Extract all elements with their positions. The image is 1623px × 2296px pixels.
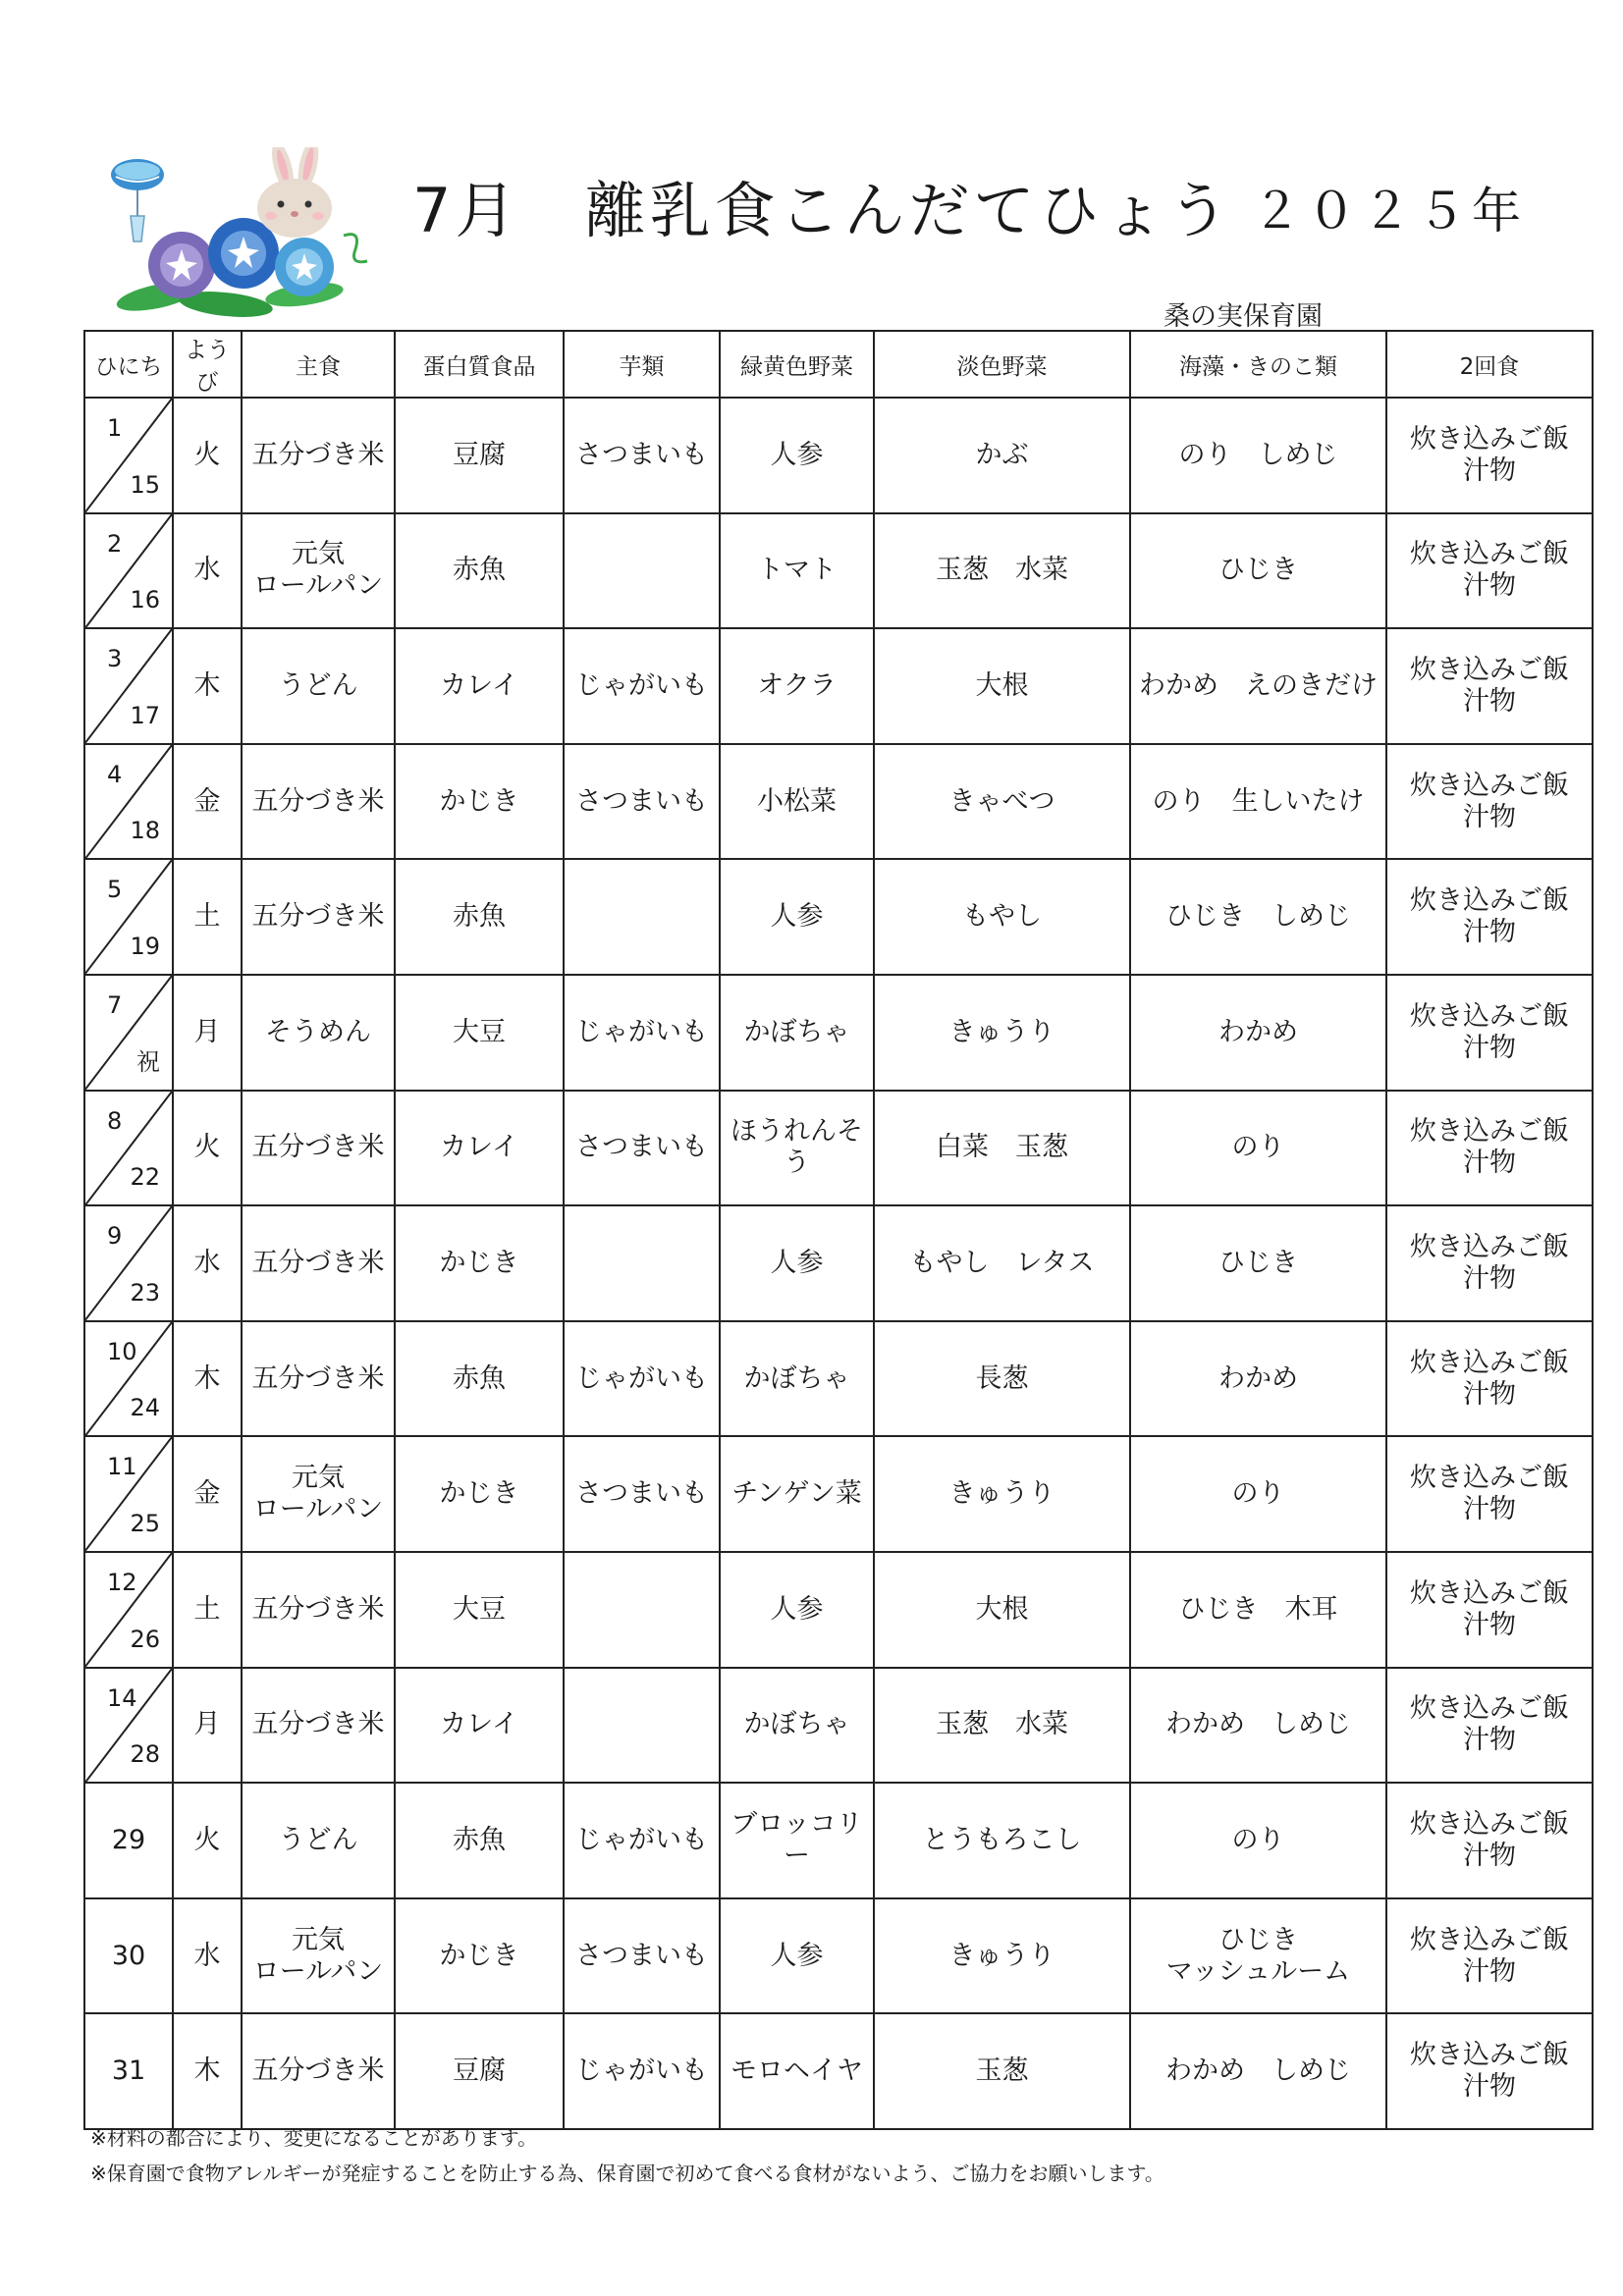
potato-cell xyxy=(564,1205,720,1321)
potato-cell: さつまいも xyxy=(564,1898,720,2014)
cell-line: 汁物 xyxy=(1463,1148,1516,1179)
protein-cell: かじき xyxy=(395,744,564,860)
seaweed-cell xyxy=(1130,859,1386,975)
cell-line: 炊き込みご飯 xyxy=(1410,2040,1569,2071)
date-cell: 31 xyxy=(84,2013,173,2129)
table-row xyxy=(84,1321,1593,1437)
col-light-veg-header: 淡色野菜 xyxy=(874,331,1130,398)
rabbit-icon xyxy=(257,147,332,238)
seaweed-cell xyxy=(1130,744,1386,860)
cell-line: 炊き込みご飯 xyxy=(1410,1577,1569,1609)
table-row xyxy=(84,859,1593,975)
light-veg-cell: もやし レタス xyxy=(874,1205,1130,1321)
weekday-cell: 水 xyxy=(173,513,242,629)
protein-cell: 豆腐 xyxy=(395,398,564,513)
date-first: 9 xyxy=(107,1222,123,1251)
light-veg-cell: とうもろこし xyxy=(874,1783,1130,1898)
date-cell xyxy=(84,744,173,860)
cell-line: ひじき xyxy=(1218,1924,1298,1955)
col-green-veg-header: 緑黄色野菜 xyxy=(720,331,874,398)
summer-illustration xyxy=(98,147,403,319)
cell-line: ロールパン xyxy=(252,1955,384,1987)
date-second: 22 xyxy=(130,1163,160,1192)
potato-cell: さつまいも xyxy=(564,1091,720,1206)
potato-cell xyxy=(564,1552,720,1668)
light-veg-cell: 玉葱 水菜 xyxy=(874,513,1130,629)
date-second: 23 xyxy=(130,1278,160,1307)
light-veg-cell: 大根 xyxy=(874,1552,1130,1668)
cell-line: ひじき xyxy=(1218,1247,1298,1278)
col-date-header: ひにち xyxy=(84,331,173,398)
cell-line: のり xyxy=(1231,1132,1285,1163)
seaweed-cell xyxy=(1130,1668,1386,1784)
date-second: 16 xyxy=(130,586,160,614)
weekday-cell: 土 xyxy=(173,859,242,975)
date-first: 1 xyxy=(107,414,123,442)
cell-line: 汁物 xyxy=(1463,1609,1516,1640)
date-cell xyxy=(84,1091,173,1206)
cell-line: 炊き込みご飯 xyxy=(1410,1231,1569,1262)
table-row xyxy=(84,1436,1593,1552)
second-meal-cell xyxy=(1386,1436,1593,1552)
date-cell xyxy=(84,1668,173,1784)
col-day-header: ようび xyxy=(173,331,242,398)
second-meal-cell xyxy=(1386,744,1593,860)
light-veg-cell: きゅうり xyxy=(874,1898,1130,2014)
light-veg-cell: かぶ xyxy=(874,398,1130,513)
date-first: 14 xyxy=(107,1683,137,1712)
second-meal-cell xyxy=(1386,1783,1593,1898)
light-veg-cell: 白菜 玉葱 xyxy=(874,1091,1130,1206)
cell-line: ひじき 木耳 xyxy=(1178,1593,1338,1625)
second-meal-cell xyxy=(1386,398,1593,513)
cell-line: うどん xyxy=(278,1824,358,1855)
protein-cell: 赤魚 xyxy=(395,513,564,629)
cell-line: 汁物 xyxy=(1463,1955,1516,1987)
date-cell xyxy=(84,513,173,629)
date-second: 17 xyxy=(130,701,160,729)
potato-cell xyxy=(564,513,720,629)
staple-cell xyxy=(242,859,395,975)
seaweed-cell xyxy=(1130,975,1386,1091)
table-row xyxy=(84,1552,1593,1668)
col-protein-header: 蛋白質食品 xyxy=(395,331,564,398)
cell-line: 五分づき米 xyxy=(251,785,385,817)
cell-line: 炊き込みご飯 xyxy=(1410,1808,1569,1840)
date-first: 5 xyxy=(107,876,123,904)
staple-cell xyxy=(242,1205,395,1321)
date-first: 11 xyxy=(107,1453,137,1481)
date-cell xyxy=(84,628,173,744)
green-veg-cell: ほうれんそう xyxy=(720,1091,874,1206)
staple-cell xyxy=(242,1898,395,2014)
cell-line: 汁物 xyxy=(1463,570,1516,602)
table-row xyxy=(84,628,1593,744)
seaweed-cell xyxy=(1130,1783,1386,1898)
col-seaweed-header: 海藻・きのこ類 xyxy=(1130,331,1386,398)
potato-cell: じゃがいも xyxy=(564,1783,720,1898)
seaweed-cell xyxy=(1130,1436,1386,1552)
col-potato-header: 芋類 xyxy=(564,331,720,398)
light-veg-cell: 玉葱 水菜 xyxy=(874,1668,1130,1784)
date-cell: 30 xyxy=(84,1898,173,2014)
staple-cell xyxy=(242,513,395,629)
second-meal-cell xyxy=(1386,1898,1593,2014)
date-second: 26 xyxy=(130,1625,160,1653)
cell-line: 汁物 xyxy=(1463,1262,1516,1294)
cell-line: のり しめじ xyxy=(1178,439,1338,470)
second-meal-cell xyxy=(1386,1205,1593,1321)
green-veg-cell: オクラ xyxy=(720,628,874,744)
cell-line: わかめ xyxy=(1218,1016,1298,1047)
menu-table xyxy=(83,330,1594,2130)
protein-cell: かじき xyxy=(395,1898,564,2014)
table-row xyxy=(84,2013,1593,2129)
weekday-cell: 火 xyxy=(173,1091,242,1206)
date-second: 15 xyxy=(130,470,160,499)
seaweed-cell xyxy=(1130,1091,1386,1206)
cell-line: のり 生しいたけ xyxy=(1152,785,1365,817)
date-second: 祝 xyxy=(136,1047,160,1076)
weekday-cell: 水 xyxy=(173,1898,242,2014)
second-meal-cell xyxy=(1386,1552,1593,1668)
green-veg-cell: 人参 xyxy=(720,1552,874,1668)
date-second: 19 xyxy=(130,932,160,960)
staple-cell xyxy=(242,744,395,860)
green-veg-cell: 人参 xyxy=(720,859,874,975)
seaweed-cell xyxy=(1130,2013,1386,2129)
light-veg-cell: 長葱 xyxy=(874,1321,1130,1437)
cell-line: 炊き込みご飯 xyxy=(1410,1116,1569,1148)
green-veg-cell: 小松菜 xyxy=(720,744,874,860)
green-veg-cell: モロヘイヤ xyxy=(720,2013,874,2129)
cell-line: のり xyxy=(1231,1824,1285,1855)
cell-line: 汁物 xyxy=(1463,1032,1516,1063)
cell-line: 汁物 xyxy=(1463,1725,1516,1756)
col-staple-header: 主食 xyxy=(242,331,395,398)
date-cell xyxy=(84,1321,173,1437)
staple-cell xyxy=(242,1321,395,1437)
second-meal-cell xyxy=(1386,859,1593,975)
second-meal-cell xyxy=(1386,513,1593,629)
cell-line: 炊き込みご飯 xyxy=(1410,770,1569,801)
light-veg-cell: 玉葱 xyxy=(874,2013,1130,2129)
date-cell xyxy=(84,398,173,513)
cell-line: うどん xyxy=(278,669,358,701)
table-row xyxy=(84,1091,1593,1206)
green-veg-cell: 人参 xyxy=(720,398,874,513)
cell-line: 炊き込みご飯 xyxy=(1410,423,1569,454)
second-meal-cell xyxy=(1386,975,1593,1091)
second-meal-cell xyxy=(1386,1091,1593,1206)
protein-cell: 大豆 xyxy=(395,1552,564,1668)
cell-line: 五分づき米 xyxy=(251,1362,385,1394)
cell-line: 汁物 xyxy=(1463,2071,1516,2103)
cell-line: わかめ しめじ xyxy=(1165,1709,1351,1740)
note-line: ※材料の都合により、変更になることがあります。 xyxy=(90,2126,538,2150)
protein-cell: かじき xyxy=(395,1436,564,1552)
note-line: ※保育園で食物アレルギーが発症することを防止する為、保育園で初めて食べる食材がないよう、ご協力をお願いします。 xyxy=(90,2162,1164,2185)
protein-cell: 赤魚 xyxy=(395,1783,564,1898)
cell-line: わかめ しめじ xyxy=(1165,2056,1351,2087)
table-row xyxy=(84,744,1593,860)
date-first: 12 xyxy=(107,1568,137,1596)
light-veg-cell: きゅうり xyxy=(874,1436,1130,1552)
light-veg-cell: もやし xyxy=(874,859,1130,975)
weekday-cell: 月 xyxy=(173,1668,242,1784)
cell-line: 炊き込みご飯 xyxy=(1410,1000,1569,1032)
protein-cell: 豆腐 xyxy=(395,2013,564,2129)
potato-cell xyxy=(564,859,720,975)
seaweed-cell xyxy=(1130,398,1386,513)
protein-cell: 赤魚 xyxy=(395,1321,564,1437)
weekday-cell: 木 xyxy=(173,2013,242,2129)
date-first: 3 xyxy=(107,645,123,673)
protein-cell: カレイ xyxy=(395,1668,564,1784)
seaweed-cell xyxy=(1130,1552,1386,1668)
cell-line: 汁物 xyxy=(1463,1840,1516,1871)
date-first: 7 xyxy=(107,990,123,1019)
potato-cell: じゃがいも xyxy=(564,2013,720,2129)
potato-cell: じゃがいも xyxy=(564,975,720,1091)
staple-cell xyxy=(242,398,395,513)
notes xyxy=(90,2120,1164,2191)
weekday-cell: 火 xyxy=(173,1783,242,1898)
protein-cell: カレイ xyxy=(395,1091,564,1206)
cell-line: 炊き込みご飯 xyxy=(1410,539,1569,570)
seaweed-cell xyxy=(1130,1321,1386,1437)
cell-line: 炊き込みご飯 xyxy=(1410,1924,1569,1955)
cell-line: 炊き込みご飯 xyxy=(1410,885,1569,917)
second-meal-cell xyxy=(1386,628,1593,744)
table-row xyxy=(84,398,1593,513)
weekday-cell: 金 xyxy=(173,744,242,860)
cell-line: のり xyxy=(1231,1478,1285,1510)
cell-line: 汁物 xyxy=(1463,917,1516,948)
wind-chime-icon xyxy=(111,159,164,241)
date-first: 4 xyxy=(107,760,123,788)
seaweed-cell xyxy=(1130,1205,1386,1321)
date-cell: 29 xyxy=(84,1783,173,1898)
date-second: 25 xyxy=(130,1509,160,1537)
staple-cell xyxy=(242,1783,395,1898)
protein-cell: 大豆 xyxy=(395,975,564,1091)
green-veg-cell: かぼちゃ xyxy=(720,975,874,1091)
cell-line: ロールパン xyxy=(252,570,384,602)
cell-line: 元気 xyxy=(292,539,345,570)
cell-line: わかめ えのきだけ xyxy=(1139,669,1378,701)
cell-line: 炊き込みご飯 xyxy=(1410,1347,1569,1378)
weekday-cell: 木 xyxy=(173,1321,242,1437)
date-cell xyxy=(84,1436,173,1552)
cell-line: 汁物 xyxy=(1463,1494,1516,1525)
cell-line: ひじき しめじ xyxy=(1165,901,1351,933)
date-first: 8 xyxy=(107,1106,123,1135)
green-veg-cell: かぼちゃ xyxy=(720,1321,874,1437)
potato-cell: じゃがいも xyxy=(564,628,720,744)
staple-cell xyxy=(242,2013,395,2129)
cell-line: 五分づき米 xyxy=(251,1709,385,1740)
table-row xyxy=(84,1205,1593,1321)
weekday-cell: 水 xyxy=(173,1205,242,1321)
date-cell xyxy=(84,1552,173,1668)
table-header-row xyxy=(84,331,1593,398)
cell-line: 炊き込みご飯 xyxy=(1410,654,1569,685)
green-veg-cell: チンゲン菜 xyxy=(720,1436,874,1552)
green-veg-cell: かぼちゃ xyxy=(720,1668,874,1784)
table-row xyxy=(84,1668,1593,1784)
date-cell xyxy=(84,859,173,975)
year-label: ２０２５年 xyxy=(1252,183,1527,240)
light-veg-cell: きゃべつ xyxy=(874,744,1130,860)
protein-cell: かじき xyxy=(395,1205,564,1321)
weekday-cell: 火 xyxy=(173,398,242,513)
cell-line: 元気 xyxy=(292,1463,345,1494)
cell-line: 元気 xyxy=(292,1924,345,1955)
staple-cell xyxy=(242,1091,395,1206)
cell-line: マッシュルーム xyxy=(1165,1955,1351,1987)
potato-cell: さつまいも xyxy=(564,398,720,513)
date-second: 24 xyxy=(130,1394,160,1422)
cell-line: そうめん xyxy=(265,1016,371,1047)
cell-line: 炊き込みご飯 xyxy=(1410,1463,1569,1494)
date-second: 18 xyxy=(130,817,160,845)
date-second: 28 xyxy=(130,1740,160,1769)
staple-cell xyxy=(242,1552,395,1668)
seaweed-cell xyxy=(1130,513,1386,629)
cell-line: ロールパン xyxy=(252,1494,384,1525)
second-meal-cell xyxy=(1386,2013,1593,2129)
cell-line: 五分づき米 xyxy=(251,439,385,470)
weekday-cell: 月 xyxy=(173,975,242,1091)
page-title: 7月 離乳食こんだてひょう xyxy=(412,175,1233,246)
cell-line: 五分づき米 xyxy=(251,1593,385,1625)
school-name: 桑の実保育園 xyxy=(1163,301,1323,332)
weekday-cell: 土 xyxy=(173,1552,242,1668)
cell-line: 五分づき米 xyxy=(251,1132,385,1163)
cell-line: ひじき xyxy=(1218,555,1298,586)
table-row xyxy=(84,975,1593,1091)
second-meal-cell xyxy=(1386,1321,1593,1437)
date-first: 10 xyxy=(107,1337,137,1365)
light-veg-cell: 大根 xyxy=(874,628,1130,744)
staple-cell xyxy=(242,1436,395,1552)
cell-line: 五分づき米 xyxy=(251,2056,385,2087)
col-second-meal-header: 2回食 xyxy=(1386,331,1593,398)
weekday-cell: 木 xyxy=(173,628,242,744)
cell-line: 汁物 xyxy=(1463,685,1516,717)
table-row xyxy=(84,1898,1593,2014)
protein-cell: カレイ xyxy=(395,628,564,744)
date-first: 2 xyxy=(107,529,123,558)
potato-cell: じゃがいも xyxy=(564,1321,720,1437)
date-cell xyxy=(84,975,173,1091)
potato-cell: さつまいも xyxy=(564,744,720,860)
date-cell xyxy=(84,1205,173,1321)
potato-cell: さつまいも xyxy=(564,1436,720,1552)
cell-line: 五分づき米 xyxy=(251,1247,385,1278)
staple-cell xyxy=(242,975,395,1091)
cell-line: 汁物 xyxy=(1463,454,1516,486)
table-row xyxy=(84,513,1593,629)
cell-line: 炊き込みご飯 xyxy=(1410,1693,1569,1725)
seaweed-cell xyxy=(1130,1898,1386,2014)
weekday-cell: 金 xyxy=(173,1436,242,1552)
cell-line: 汁物 xyxy=(1463,1378,1516,1410)
green-veg-cell: 人参 xyxy=(720,1205,874,1321)
seaweed-cell xyxy=(1130,628,1386,744)
green-veg-cell: 人参 xyxy=(720,1898,874,2014)
table-row xyxy=(84,1783,1593,1898)
light-veg-cell: きゅうり xyxy=(874,975,1130,1091)
potato-cell xyxy=(564,1668,720,1784)
cell-line: わかめ xyxy=(1218,1362,1298,1394)
cell-line: 五分づき米 xyxy=(251,901,385,933)
green-veg-cell: ブロッコリー xyxy=(720,1783,874,1898)
protein-cell: 赤魚 xyxy=(395,859,564,975)
second-meal-cell xyxy=(1386,1668,1593,1784)
cell-line: 汁物 xyxy=(1463,801,1516,832)
staple-cell xyxy=(242,1668,395,1784)
green-veg-cell: トマト xyxy=(720,513,874,629)
staple-cell xyxy=(242,628,395,744)
